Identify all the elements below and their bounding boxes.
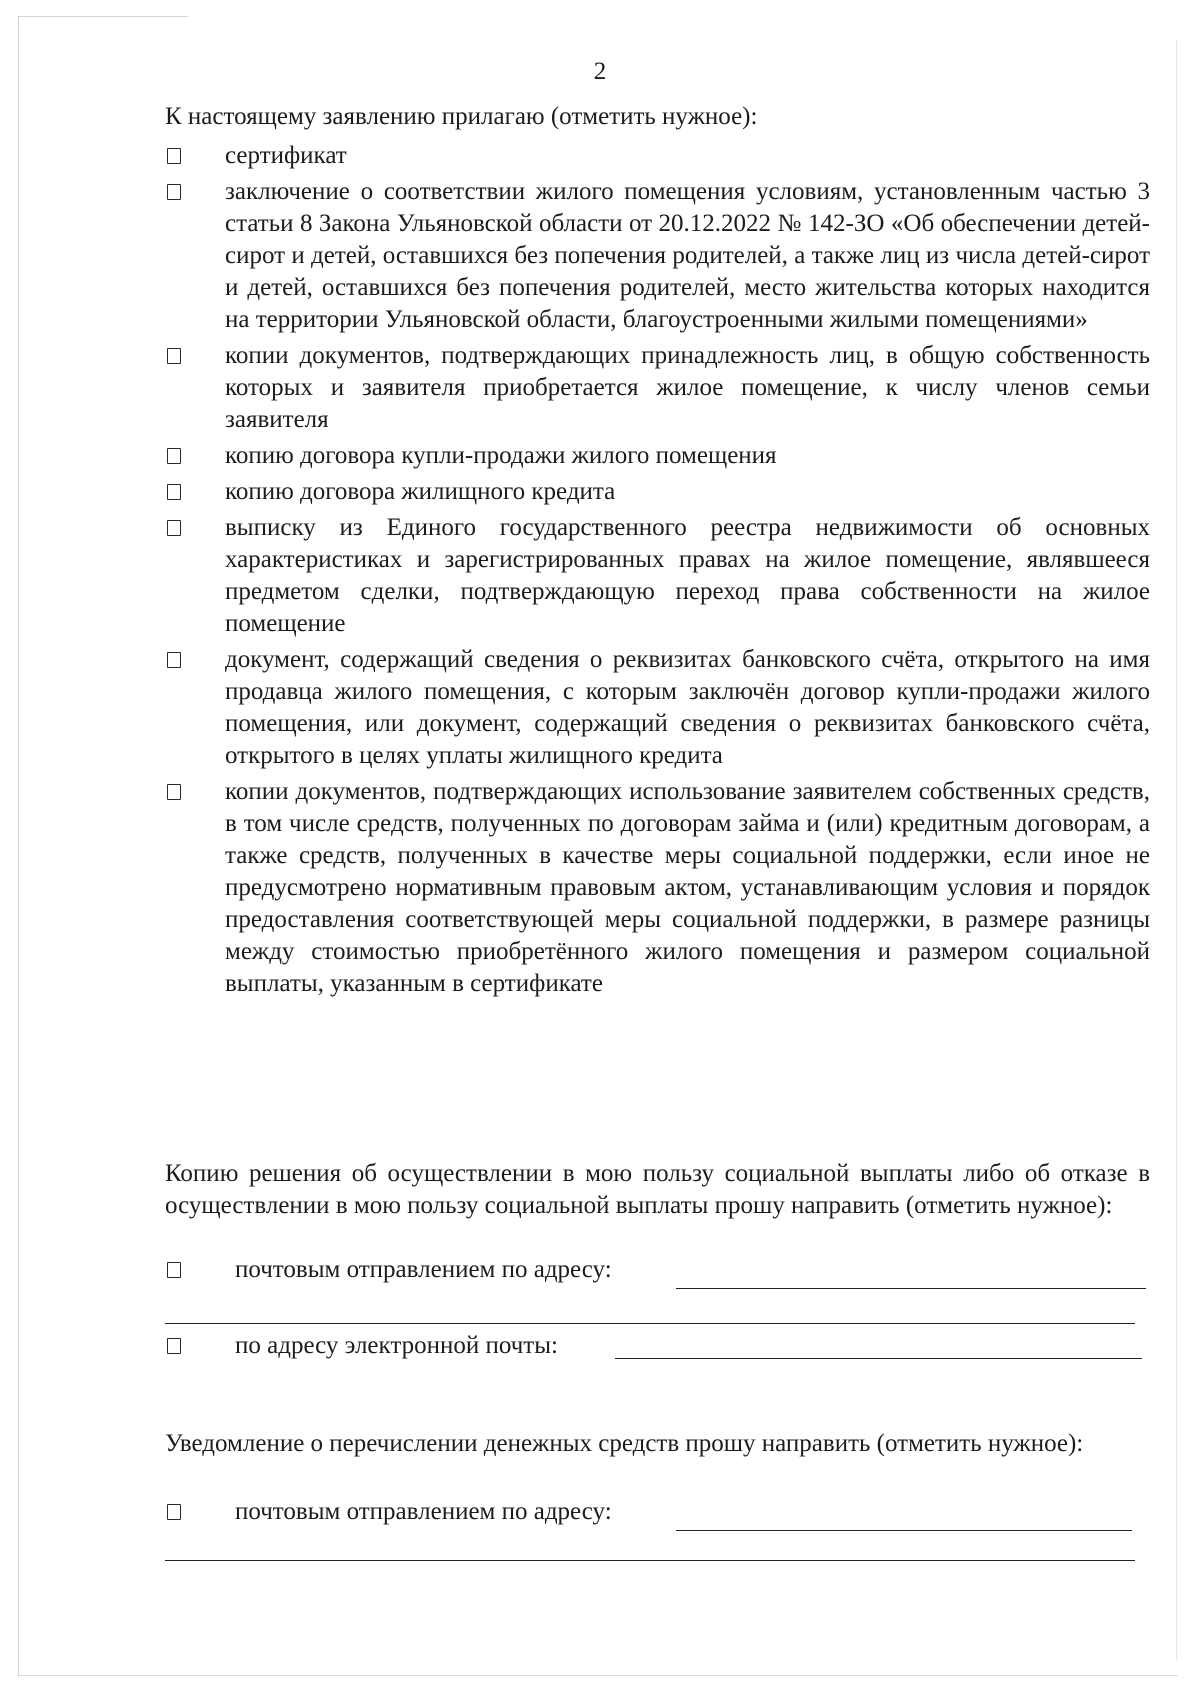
checkbox[interactable]	[167, 448, 181, 464]
attachment-label: заключение о соответствии жилого помещения условиям, установленным частью 3 статьи 8 Закона Ульяновской области от 20.12.2022 № 142-ЗО «Об обеспечении детей-сирот и детей, оставшихся без попечения родителей, а также лиц из числа детей-сирот и детей, оставшихся без попечения родителей, место жительства которых находится на территории Ульяновской области, благоустроенными жилыми помещениями»	[225, 178, 1150, 333]
checkbox[interactable]	[167, 652, 181, 668]
attachment-item-credit-contract	[165, 476, 1150, 508]
transfer-postal-label: почтовым отправлением по адресу:	[235, 1498, 612, 1525]
page-number: 2	[593, 58, 607, 85]
decision-email-field[interactable]	[615, 1358, 1142, 1359]
scan-edge-left	[18, 16, 19, 1676]
attachment-label: выписку из Единого государственного реестра недвижимости об основных характеристиках и зарегистрированных правах на жилое помещение, являвшееся предметом сделки, подтверждающую переход права собственности на жилое помещение	[225, 514, 1150, 637]
scan-edge-bottom	[18, 1675, 1178, 1676]
decision-postal-address-field[interactable]	[676, 1288, 1146, 1289]
decision-postal-address-field-2[interactable]	[165, 1323, 1135, 1324]
attachment-item-registry-extract	[165, 512, 1150, 640]
scan-edge-top	[18, 16, 188, 17]
attachment-item-housing-conclusion	[165, 176, 1150, 336]
checkbox[interactable]	[167, 1338, 181, 1354]
transfer-postal-address-field-2[interactable]	[165, 1560, 1135, 1561]
attachment-item-family-documents	[165, 340, 1150, 436]
checkbox[interactable]	[167, 148, 181, 164]
attachment-label: копии документов, подтверждающих использование заявителем собственных средств, в том числе средств, полученных по договорам займа и (или) кредитным договорам, а также средств, полученных в качестве меры социальной поддержки, если иное не предусмотрено нормативным правовым актом, устанавливающим условия и порядок предоставления соответствующей меры социальной поддержки, в размере разницы между стоимостью приобретённого жилого помещения и размером социальной выплаты, указанным в сертификате	[225, 778, 1150, 997]
decision-postal-label: почтовым отправлением по адресу:	[235, 1256, 612, 1283]
attachments-list	[165, 140, 1150, 1004]
checkbox[interactable]	[167, 784, 181, 800]
transfer-postal-address-field[interactable]	[676, 1530, 1132, 1531]
attachment-item-bank-details	[165, 644, 1150, 772]
scan-edge-right	[1176, 40, 1177, 1660]
decision-delivery-text: Копию решения об осуществлении в мою пользу социальной выплаты либо об отказе в осуществлении в мою пользу социальной выплаты прошу направить (отметить нужное):	[165, 1160, 1150, 1219]
attachment-label: копию договора жилищного кредита	[225, 478, 616, 505]
attachment-label: документ, содержащий сведения о реквизитах банковского счёта, открытого на имя продавца жилого помещения, с которым заключён договор купли-продажи жилого помещения, или документ, содержащий сведения о реквизитах банковского счёта, открытого в целях уплаты жилищного кредита	[225, 646, 1150, 769]
checkbox[interactable]	[167, 1262, 181, 1278]
attachment-label: копии документов, подтверждающих принадлежность лиц, в общую собственность которых и заявителя приобретается жилое помещение, к числу членов семьи заявителя	[225, 342, 1150, 433]
attachment-item-own-funds	[165, 776, 1150, 1000]
decision-email-label: по адресу электронной почты:	[235, 1332, 558, 1359]
attachment-label: копию договора купли-продажи жилого помещения	[225, 442, 777, 469]
attachment-item-certificate	[165, 140, 1150, 172]
checkbox[interactable]	[167, 348, 181, 364]
checkbox[interactable]	[167, 184, 181, 200]
attachment-label: сертификат	[225, 142, 347, 169]
transfer-notice-text: Уведомление о перечислении денежных средств прошу направить (отметить нужное):	[165, 1430, 1084, 1457]
attachments-intro: К настоящему заявлению прилагаю (отметить нужное):	[165, 103, 758, 130]
checkbox[interactable]	[167, 1504, 181, 1520]
checkbox[interactable]	[167, 484, 181, 500]
attachment-item-purchase-contract	[165, 440, 1150, 472]
checkbox[interactable]	[167, 520, 181, 536]
